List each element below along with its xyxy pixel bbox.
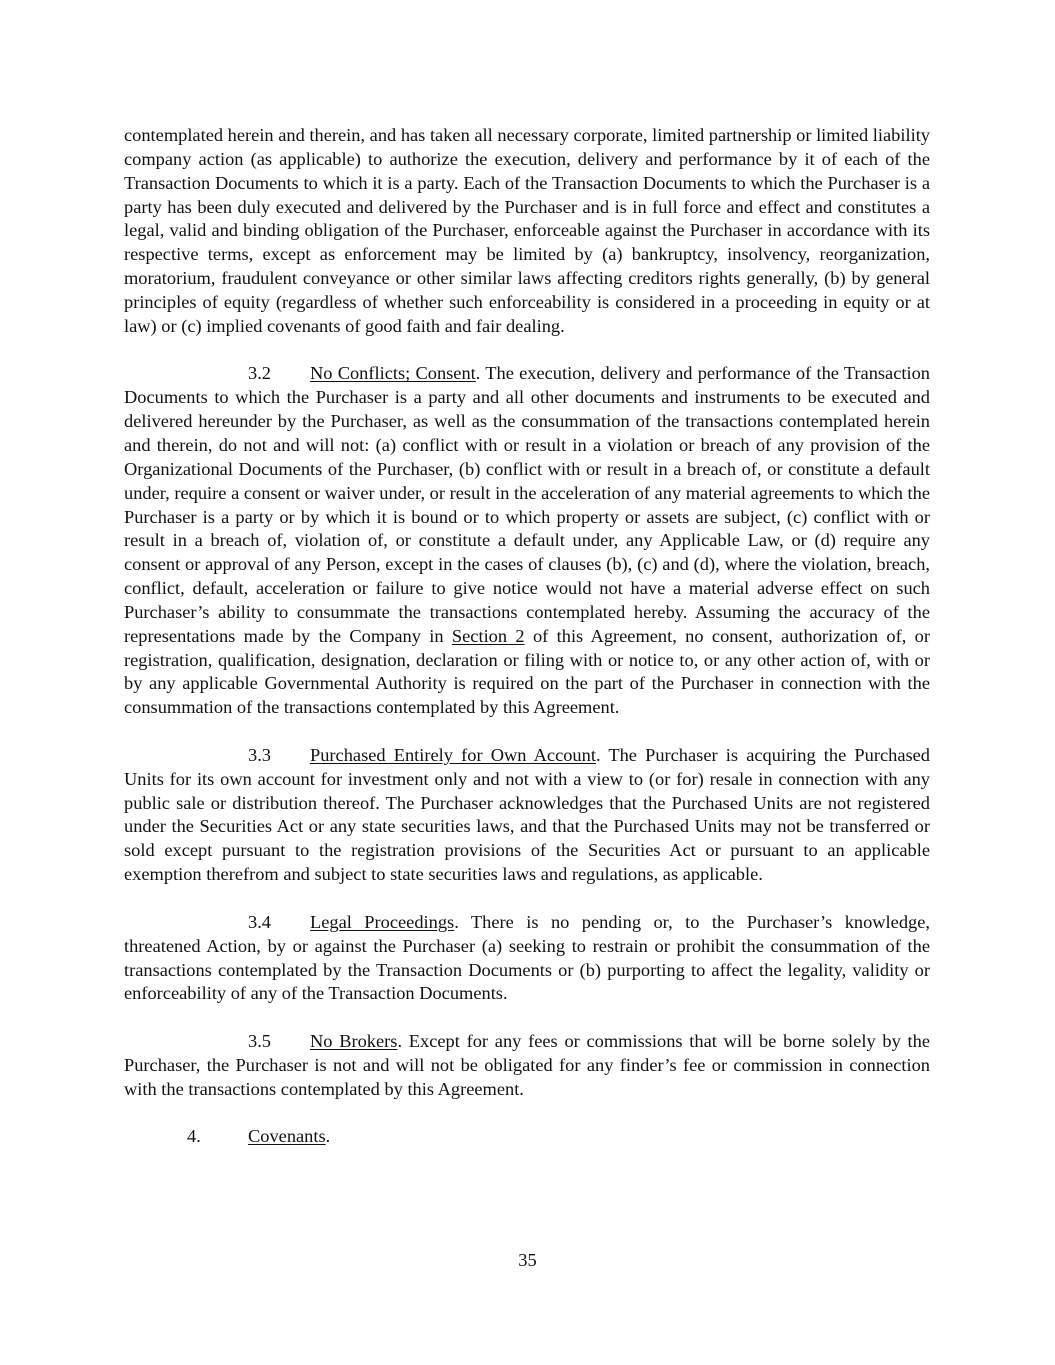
article-title: Covenants: [248, 1126, 326, 1147]
section-title: Purchased Entirely for Own Account: [310, 744, 596, 765]
section-3-3: [124, 744, 930, 887]
section-body: . Except for any fees or commissions that will be borne solely by the Purchaser, the Purchaser is not and will not be obligated for any finder’s fee or commission in connection with the transactions contemplated by this Agreement.: [124, 1031, 930, 1099]
section-title: No Brokers: [310, 1031, 398, 1052]
section-body: . There is no pending or, to the Purchaser’s knowledge, threatened Action, by or against the Purchaser (a) seeking to restrain or prohibit the consummation of the transactions contemplated by the Transaction Documents or (b) purporting to affect the legality, validity or enforceability of any of the Transaction Documents.: [124, 911, 930, 1004]
section-3-5: [124, 1030, 930, 1102]
article-title-suffix: .: [325, 1126, 331, 1147]
section-body-continued: of this Agreement, no consent, authorization of, or registration, qualification, designation, declaration or filing with or notice to, or any other action of, with or by any applicable Governmental Authority is required on the part of the Purchaser in connection with the consummation of the transactions contemplated by this Agreement.: [124, 625, 930, 718]
section-title: Legal Proceedings: [310, 911, 455, 932]
intro-paragraph: contemplated herein and therein, and has taken all necessary corporate, limited partnership or limited liability company action (as applicable) to authorize the execution, delivery and performance by it of each of the Transaction Documents to which it is a party. Each of the Transaction Documents to which the Purchaser is a party has been duly executed and delivered by the Purchaser and is in full force and effect and constitutes a legal, valid and binding obligation of the Purchaser, enforceable against the Purchaser in accordance with its respective terms, except as enforcement may be limited by (a) bankruptcy, insolvency, reorganization, moratorium, fraudulent conveyance or other similar laws affecting creditors rights generally, (b) by general principles of equity (regardless of whether such enforceability is considered in a proceeding in equity or at law) or (c) implied covenants of good faith and fair dealing.: [124, 125, 930, 336]
section-number: 3.2: [248, 363, 271, 384]
section-body: . The execution, delivery and performance of the Transaction Documents to which the Purchaser is a party and all other documents and instruments to be executed and delivered hereunder by the Purchaser, as well as the consummation of the transactions contemplated herein and therein, do not and will not: (a) conflict with or result in a violation or breach of any provision of the Organizational Documents of the Purchaser, (b) conflict with or result in a breach of, or constitute a default under, require a consent or waiver under, or result in the acceleration of any material agreements to which the Purchaser is a party or by which it is bound or to which property or assets are subject, (c) conflict with or result in a breach of, violation of, or constitute a default under, any Applicable Law, or (d) require any consent or approval of any Person, except in the cases of clauses (b), (c) and (d), where the violation, breach, conflict, default, acceleration or failure to give notice would not have a material adverse effect on such Purchaser’s ability to consummate the transactions contemplated hereby. Assuming the accuracy of the representations made by the Company in: [124, 363, 930, 646]
section-title: No Conflicts; Consent: [310, 363, 476, 384]
article-heading-covenants: [124, 1125, 930, 1149]
section-number: 3.5: [248, 1031, 271, 1052]
section-number: 3.4: [248, 911, 271, 932]
section-body: . The Purchaser is acquiring the Purchased Units for its own account for investment only and not with a view to (or for) resale in connection with any public sale or distribution thereof. The Purchaser acknowledges that the Purchased Units are not registered under the Securities Act or any state securities laws, and that the Purchased Units may not be transferred or sold except pursuant to the registration provisions of the Securities Act or pursuant to an applicable exemption therefrom and subject to state securities laws and regulations, as applicable.: [124, 744, 930, 885]
page-number: 35: [518, 1250, 537, 1270]
section-3-4: [124, 911, 930, 1006]
article-number: 4.: [187, 1126, 201, 1147]
section-number: 3.3: [248, 744, 271, 765]
section-reference-link: Section 2: [451, 625, 525, 646]
section-3-2: [124, 362, 930, 720]
document-page: [124, 124, 930, 1149]
